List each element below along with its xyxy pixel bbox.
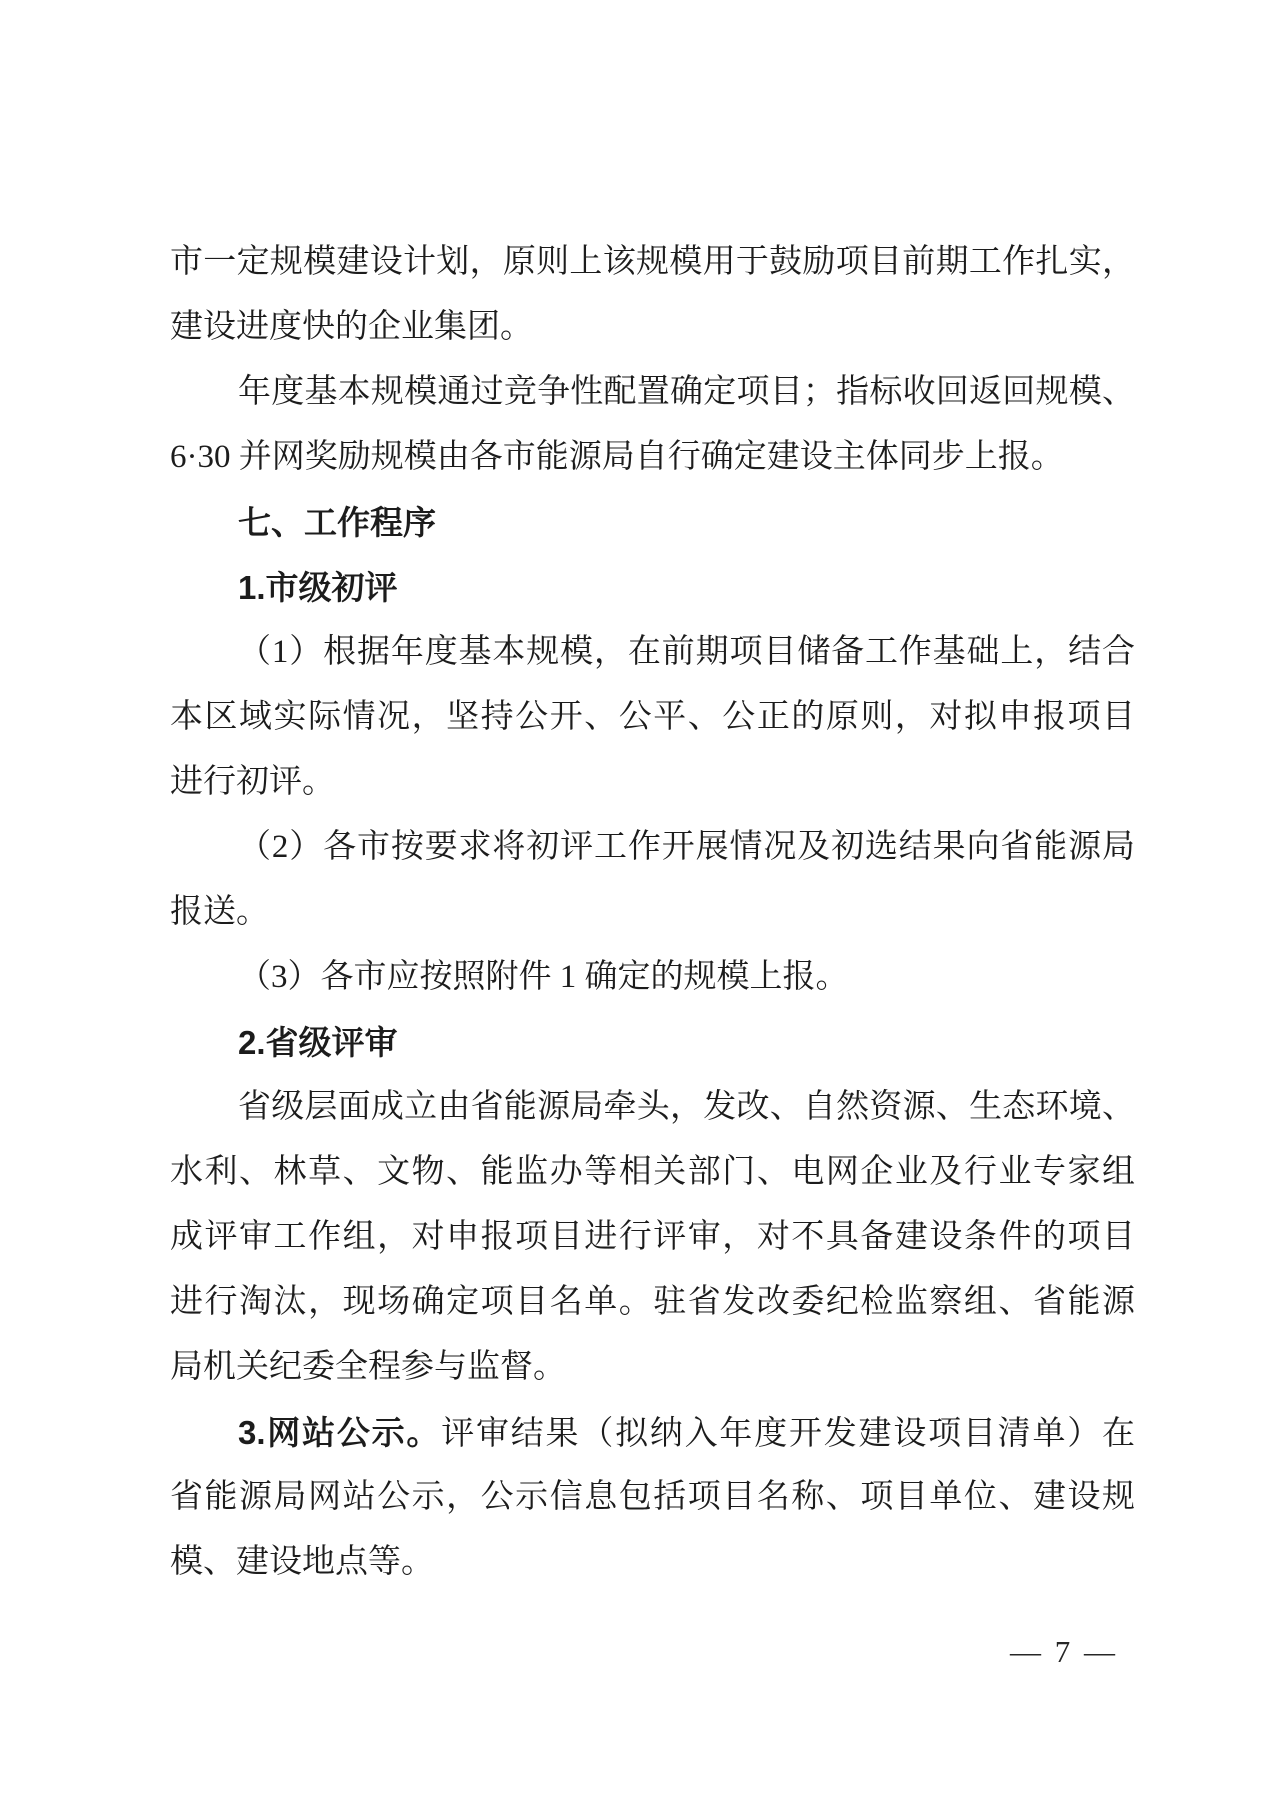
- text-run: 评审结果（拟纳入年度开发建设项目清单）在: [441, 1416, 1135, 1452]
- text-run: 局机关纪委全程参与监督。: [170, 1349, 566, 1385]
- para-provincial-line: [170, 1140, 1135, 1205]
- text-run: 省能源局网站公示，公示信息包括项目名称、项目单位、建设规: [170, 1479, 1135, 1515]
- text-run: （3）各市应按照附件 1 确定的规模上报。: [238, 959, 849, 995]
- bold-text-run: 七、工作程序: [238, 504, 436, 541]
- text-run: 6·30 并网奖励规模由各市能源局自行确定建设主体同步上报。: [170, 439, 1064, 475]
- heading-city-initial-review: [170, 555, 1135, 620]
- para-continuation-line: [170, 230, 1135, 295]
- text-run: 进行初评。: [170, 764, 335, 800]
- text-run: 本区域实际情况，坚持公开、公平、公正的原则，对拟申报项目: [170, 699, 1135, 735]
- para-website-publicity-line: [170, 1530, 1135, 1595]
- text-run: 模、建设地点等。: [170, 1544, 434, 1580]
- page-number: — 7 —: [1010, 1634, 1118, 1669]
- para-continuation-line: [170, 295, 1135, 360]
- para-provincial-line: [170, 1075, 1135, 1140]
- para-website-publicity-line: [170, 1400, 1135, 1465]
- bold-text-run: 3.网站公示。: [238, 1414, 442, 1451]
- text-run: 省级层面成立由省能源局牵头，发改、自然资源、生态环境、: [238, 1089, 1135, 1125]
- item-2-line: [170, 815, 1135, 880]
- para-annual-scale-line: [170, 360, 1135, 425]
- heading-provincial-review: [170, 1010, 1135, 1075]
- text-run: 进行淘汰，现场确定项目名单。驻省发改委纪检监察组、省能源: [170, 1284, 1135, 1320]
- bold-text-run: 2.省级评审: [238, 1024, 398, 1061]
- item-3-line: [170, 945, 1135, 1010]
- text-run: 建设进度快的企业集团。: [170, 309, 533, 345]
- item-1-line: [170, 685, 1135, 750]
- heading-work-procedure: [170, 490, 1135, 555]
- bold-text-run: 1.市级初评: [238, 569, 398, 606]
- para-provincial-line: [170, 1270, 1135, 1335]
- para-website-publicity-line: [170, 1465, 1135, 1530]
- text-run: 水利、林草、文物、能监办等相关部门、电网企业及行业专家组: [170, 1154, 1135, 1190]
- para-provincial-line: [170, 1335, 1135, 1400]
- text-run: 成评审工作组，对申报项目进行评审，对不具备建设条件的项目: [170, 1219, 1135, 1255]
- text-run: 市一定规模建设计划，原则上该规模用于鼓励项目前期工作扎实，: [170, 244, 1135, 280]
- item-2-line: [170, 880, 1135, 945]
- text-run: （1）根据年度基本规模，在前期项目储备工作基础上，结合: [238, 634, 1135, 670]
- text-run: 报送。: [170, 894, 269, 930]
- para-provincial-line: [170, 1205, 1135, 1270]
- para-annual-scale-line: [170, 425, 1135, 490]
- text-run: 年度基本规模通过竞争性配置确定项目；指标收回返回规模、: [238, 374, 1135, 410]
- text-run: （2）各市按要求将初评工作开展情况及初选结果向省能源局: [238, 829, 1135, 865]
- item-1-line: [170, 620, 1135, 685]
- item-1-line: [170, 750, 1135, 815]
- document-body: [170, 230, 1135, 1595]
